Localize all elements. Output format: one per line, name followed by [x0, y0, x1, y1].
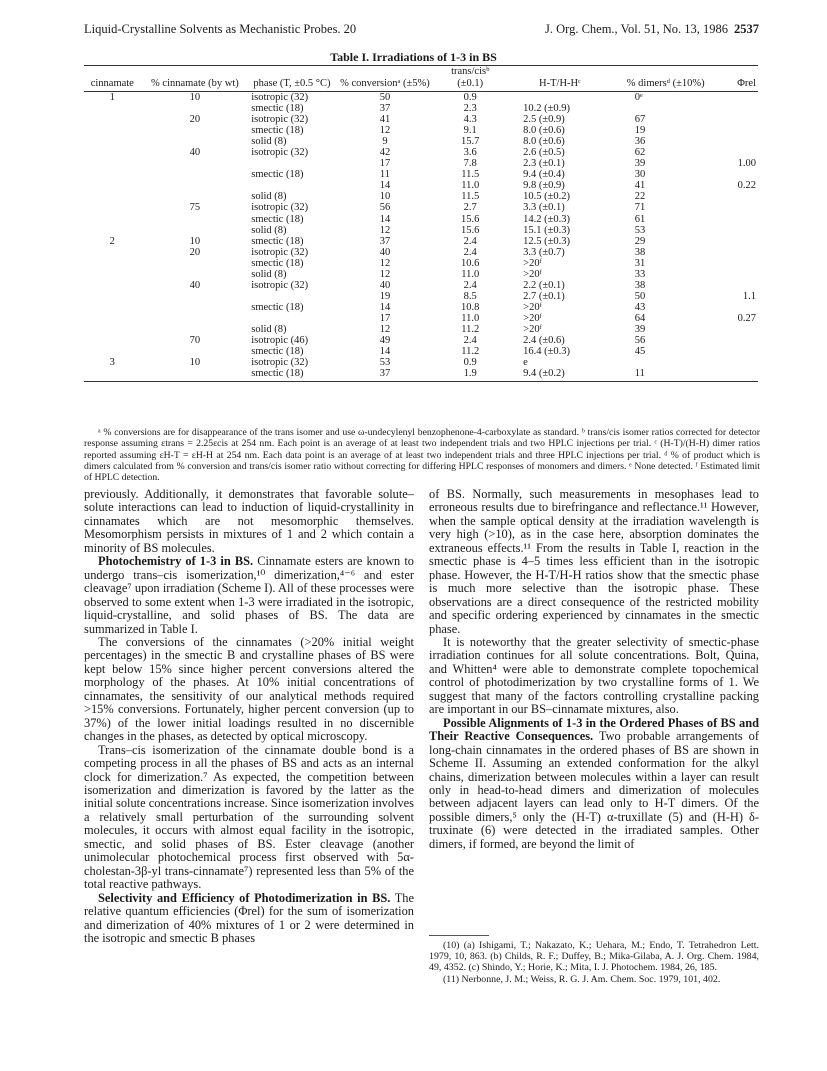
- table-cell: isotropic (32): [251, 114, 309, 126]
- table-cell: [717, 236, 758, 247]
- table-body: [84, 92, 758, 382]
- table-cell: 11.2: [461, 346, 480, 358]
- table-cell: 4.3: [463, 114, 477, 126]
- table-cell: [141, 191, 250, 202]
- table-cell: 39: [634, 158, 646, 170]
- table-cell: isotropic (32): [251, 147, 309, 159]
- right-paragraph: [429, 717, 759, 852]
- footnote-rule: [429, 935, 489, 936]
- table-cell: [84, 136, 141, 147]
- table-cell: 11.5: [461, 191, 480, 203]
- paragraph-text: The conversions of the cinnamates (>20% initial weight percentages) in the smectic B and crystalline phases of BS were kept below 15% since higher percent conversions altered the morphology of the phases. At 10% initial concentrations of cinnamates, the sensitivity of our analytical methods required >15% conversions. Fortunately, higher percent conversion (up to 37%) of the lower initial loadings resulted in no discernible changes in the phases, as detected by optical microscopy.: [84, 634, 414, 744]
- table-cell: [141, 258, 250, 269]
- table-cell: 40: [379, 279, 391, 291]
- table-cell: [84, 247, 141, 258]
- table-cell: [84, 269, 141, 280]
- table-cell: >20ᶠ: [523, 268, 542, 280]
- table-container: [84, 65, 758, 382]
- table-cell: 29: [634, 235, 646, 247]
- table-cell: [84, 147, 141, 158]
- table-cell: solid (8): [251, 191, 287, 203]
- table-cell: smectic (18): [251, 368, 304, 380]
- table-cell: [717, 280, 758, 291]
- table-cell: 67: [634, 114, 646, 126]
- table-cell: 50: [634, 290, 646, 302]
- table-cell: [141, 302, 250, 313]
- table-cell: 12: [379, 224, 391, 236]
- left-paragraph: [84, 744, 414, 892]
- table-cell: [141, 225, 250, 236]
- table-cell: 20: [189, 246, 201, 258]
- table-cell: 2.4 (±0.6): [523, 335, 565, 347]
- table-row: [84, 125, 758, 136]
- table-cell: 41: [379, 114, 391, 126]
- table-cell: 8.5: [463, 290, 477, 302]
- table-row: [84, 280, 758, 291]
- table-cell: >20ᶠ: [523, 323, 542, 335]
- table-cell: 38: [634, 246, 646, 258]
- left-column: [84, 488, 414, 945]
- table-cell: [717, 191, 758, 202]
- table-cell: 3.3 (±0.7): [523, 246, 565, 258]
- table-cell: [84, 158, 141, 169]
- table-cell: [84, 169, 141, 180]
- table-row: [84, 191, 758, 202]
- table-cell: 62: [634, 147, 646, 159]
- table-cell: 38: [634, 279, 646, 291]
- table-row: [84, 136, 758, 147]
- table-cell: 50: [379, 92, 391, 103]
- paragraph-text: Two probable arrangements of long-chain cinnamates in the ordered phases of BS are shown in Scheme II. Assuming an extended conformation for the alkyl chains, dimerization between molecules within a layer can result only in head-to-head dimers and dimerization of molecules between adjacent layers can lead only to H-T dimers. Of the possible dimers,⁵ only the (H-T) α-truxillate (5) and (H-H) δ-truxinate (6) were detected in the irradiated samples. Other dimers, if formed, are beyond the limit of: [429, 729, 759, 851]
- table-cell: [141, 103, 250, 114]
- table-cell: 12: [379, 323, 391, 335]
- table-row: [84, 180, 758, 191]
- table-title: Table I. Irradiations of 1-3 in BS: [330, 50, 497, 64]
- table-cell: 12.5 (±0.3): [523, 235, 571, 247]
- table-cell: smectic (18): [251, 103, 304, 115]
- table-row: [84, 368, 758, 382]
- table-row: [84, 92, 758, 104]
- paragraph-text: of BS. Normally, such measurements in mesophases lead to erroneous results due to birefringance and reflectance.¹¹ However, when the sample optical density at the irradiation wavelength is very high (>10), as in the case here, absorption dominates the extraneous effects.¹¹ From the results in Table I, reaction in the smectic phase is 4–5 times less efficient than in the isotropic phase. However, the H-T/H-H ratios show that the smectic phase is much more selective than the isotropic phase. These observations are a direct consequence of the restricted mobility and specific ordering experienced by cinnamates in the smectic phase.: [429, 487, 759, 636]
- table-cell: [717, 258, 758, 269]
- col-header: phase (T, ±0.5 °C): [253, 77, 331, 89]
- table-cell: 14: [379, 301, 391, 313]
- table-cell: 11: [634, 368, 645, 380]
- table-cell: 10: [189, 92, 201, 103]
- table-cell: [717, 147, 758, 158]
- table-cell: 1: [109, 92, 115, 103]
- table-cell: 2.4: [463, 335, 477, 347]
- table-cell: 2.4: [463, 235, 477, 247]
- table-cell: 1.1: [742, 290, 756, 302]
- table-cell: 2.7: [463, 202, 477, 214]
- table-cell: [84, 125, 141, 136]
- table-cell: 9.4 (±0.2): [523, 368, 565, 380]
- table-cell: 17: [379, 312, 391, 324]
- table-cell: 61: [634, 213, 646, 225]
- table-cell: 8.0 (±0.6): [523, 136, 565, 148]
- section-heading: Selectivity and Efficiency of Photodimerization in BS.: [98, 890, 391, 905]
- table-cell: [505, 92, 615, 104]
- table-row: [84, 214, 758, 225]
- table-cell: [84, 225, 141, 236]
- table-cell: [615, 357, 717, 368]
- table-cell: 0.9: [463, 357, 477, 369]
- table-cell: 19: [634, 125, 646, 137]
- table-cell: 1.00: [737, 158, 756, 170]
- table-cell: 11.0: [461, 312, 480, 324]
- table-cell: 3: [109, 357, 115, 369]
- table-cell: 40: [379, 246, 391, 258]
- col-header: % cinnamate (by wt): [151, 77, 239, 89]
- table-cell: [141, 136, 250, 147]
- table-cell: [717, 103, 758, 114]
- table-cell: 31: [634, 257, 646, 269]
- table-cell: 0.9: [463, 92, 477, 103]
- table-cell: 0.22: [737, 180, 756, 192]
- table-cell: [84, 335, 141, 346]
- table-row: [84, 302, 758, 313]
- table-cell: 71: [634, 202, 646, 214]
- table-cell: [717, 346, 758, 357]
- section-heading: Possible Alignments of 1-3 in the Ordered Phases of BS and Their Reactive Consequences.: [429, 715, 759, 744]
- table-cell: [615, 103, 717, 114]
- table-header-row: [84, 66, 758, 92]
- table-cell: smectic (18): [251, 169, 304, 181]
- references: [429, 940, 759, 985]
- table-row: [84, 103, 758, 114]
- table-cell: [84, 302, 141, 313]
- table-cell: [141, 169, 250, 180]
- right-paragraph: [429, 636, 759, 717]
- table-row: [84, 147, 758, 158]
- table-cell: 3.3 (±0.1): [523, 202, 565, 214]
- reference-11: (11) Nerbonne, J. M.; Weiss, R. G. J. Am. Chem. Soc. 1979, 101, 402.: [443, 973, 721, 985]
- table-cell: [84, 280, 141, 291]
- table-cell: 1.9: [463, 368, 477, 380]
- table-row: [84, 269, 758, 280]
- table-cell: [84, 180, 141, 191]
- table-cell: 11.0: [461, 180, 480, 192]
- table-row: [84, 202, 758, 213]
- table-cell: 20: [189, 114, 201, 126]
- table-cell: isotropic (32): [251, 279, 309, 291]
- table-cell: [84, 291, 141, 302]
- running-title: Liquid-Crystalline Solvents as Mechanistic Probes. 20: [84, 22, 357, 36]
- table-cell: [84, 202, 141, 213]
- journal-name: J. Org. Chem., Vol. 51, No. 13, 1986: [544, 22, 728, 36]
- table-cell: 2.4: [463, 279, 477, 291]
- table-cell: 49: [379, 335, 391, 347]
- running-header: [84, 22, 759, 38]
- table-cell: [717, 368, 758, 382]
- table-row: [84, 324, 758, 335]
- table-cell: 17: [379, 158, 391, 170]
- table-cell: [84, 313, 141, 324]
- table-cell: [717, 169, 758, 180]
- table-row: [84, 335, 758, 346]
- paragraph-text: It is noteworthy that the greater selectivity of smectic-phase irradiation continues for all solute concentrations. Bolt, Quina, and Whitten⁴ were able to demonstrate complete topochemical control of photodimerization by two crystalline forms of 1. We suggest that many of the factors controlling crystalline packing are important in our BS–cinnamate mixtures, also.: [429, 634, 759, 717]
- table-cell: [141, 158, 250, 169]
- table-cell: [717, 302, 758, 313]
- table-cell: [249, 313, 334, 324]
- table-footnote: ᵃ % conversions are for disappearance of the trans isomer and use ω-undecylenyl benzophenone-4-carboxylate as standard. ᵇ trans/cis isomer ratios corrected for detector response assuming εtrans = 2.25εcis at 254 nm. Each point is an average of at least two independent trials and two HPLC injections per trial. ᶜ (H-T)/(H-H) dimer ratios reported assuming εH-T = εH-H at 254 nm. Each data point is an average of at least two independent trials and three HPLC injections per trial. ᵈ % of product which is dimers calculated from % conversion and trans/cis isomer ratio without correcting for differing HPLC responses of monomers and dimers. ᵉ None detected. ᶠ Estimated limit of HPLC detection.: [84, 427, 760, 484]
- table-cell: 39: [634, 323, 646, 335]
- table-cell: 12: [379, 257, 391, 269]
- journal-citation: [545, 22, 759, 37]
- table-cell: 15.6: [461, 213, 480, 225]
- table-cell: [717, 125, 758, 136]
- col-header: cinnamate: [90, 77, 134, 89]
- table-cell: 11.5: [461, 169, 480, 181]
- table-cell: smectic (18): [251, 213, 304, 225]
- table-cell: [84, 191, 141, 202]
- table-cell: 41: [634, 180, 646, 192]
- table-cell: 10.6: [461, 257, 480, 269]
- table-cell: [717, 114, 758, 125]
- table-cell: [717, 269, 758, 280]
- table-cell: [717, 335, 758, 346]
- table-cell: [717, 92, 758, 104]
- table-cell: [84, 114, 141, 125]
- left-paragraph: [84, 488, 414, 555]
- table-cell: 40: [189, 279, 201, 291]
- table-cell: 7.8: [463, 158, 477, 170]
- table-cell: 43: [634, 301, 646, 313]
- table-cell: [84, 324, 141, 335]
- table-cell: 2.3: [463, 103, 477, 115]
- table-cell: 56: [379, 202, 391, 214]
- page-number: 2537: [734, 22, 759, 36]
- table-cell: 8.0 (±0.6): [523, 125, 565, 137]
- table-cell: 11.0: [461, 268, 480, 280]
- table-cell: [141, 313, 250, 324]
- table-cell: smectic (18): [251, 301, 304, 313]
- table-cell: [84, 103, 141, 114]
- table-row: [84, 346, 758, 357]
- table-cell: 2.6 (±0.5): [523, 147, 565, 159]
- table-cell: 53: [634, 224, 646, 236]
- table-cell: isotropic (32): [251, 202, 309, 214]
- table-cell: 42: [379, 147, 391, 159]
- table-cell: [717, 324, 758, 335]
- table-cell: [141, 125, 250, 136]
- table-cell: 11: [379, 169, 390, 181]
- table-cell: 2.4: [463, 246, 477, 258]
- table-cell: [141, 368, 250, 382]
- paragraph-text: The relative quantum efficiencies (Φrel) for the sum of isomerization and dimerization of 40% mixtures of 1 or 2 were determined in the isotropic and smectic B phases: [84, 890, 414, 945]
- data-table: [84, 65, 758, 382]
- table-cell: 10: [379, 191, 391, 203]
- table-cell: 11.2: [461, 323, 480, 335]
- table-cell: [249, 291, 334, 302]
- table-cell: >20ᶠ: [523, 312, 542, 324]
- table-cell: smectic (18): [251, 257, 304, 269]
- table-cell: 0.27: [737, 312, 756, 324]
- table-cell: 2.3 (±0.1): [523, 158, 565, 170]
- table-cell: [141, 269, 250, 280]
- left-paragraph: [84, 636, 414, 744]
- table-cell: solid (8): [251, 136, 287, 148]
- table-cell: 56: [634, 335, 646, 347]
- col-header: Φrel: [737, 77, 756, 89]
- table-cell: 2.2 (±0.1): [523, 279, 565, 291]
- table-cell: 30: [634, 169, 646, 181]
- table-cell: 37: [379, 235, 391, 247]
- right-column: [429, 488, 759, 851]
- table-row: [84, 225, 758, 236]
- table-cell: 9.4 (±0.4): [523, 169, 565, 181]
- table-row: [84, 357, 758, 368]
- right-paragraph: [429, 488, 759, 636]
- table-cell: e: [523, 357, 528, 369]
- table-cell: 3.6: [463, 147, 477, 159]
- table-cell: 10.5 (±0.2): [523, 191, 571, 203]
- table-cell: 70: [189, 335, 201, 347]
- section-heading: Photochemistry of 1-3 in BS.: [98, 554, 254, 569]
- table-cell: 12: [379, 125, 391, 137]
- table-cell: [717, 214, 758, 225]
- table-cell: 2.7 (±0.1): [523, 290, 565, 302]
- table-cell: [141, 291, 250, 302]
- table-cell: 2: [109, 235, 115, 247]
- table-cell: 14.2 (±0.3): [523, 213, 571, 225]
- table-cell: solid (8): [251, 224, 287, 236]
- table-cell: [249, 180, 334, 191]
- col-header: trans/cisᵇ (±0.1): [451, 66, 490, 89]
- table-cell: 75: [189, 202, 201, 214]
- table-cell: [84, 346, 141, 357]
- reference-10: (10) (a) Ishigami, T.; Nakazato, K.; Uehara, M.; Endo, T. Tetrahedron Lett. 1979, 10, 863. (b) Childs, R. F.; Duffey, B.; Mika-Gilaba, A. J. Org. Chem. 1984, 49, 4352. (c) Shindo, Y.; Horie, K.; Mita, I. J. Photochem. 1984, 26, 185.: [429, 940, 759, 974]
- table-cell: 53: [379, 357, 391, 369]
- table-cell: 12: [379, 268, 391, 280]
- table-cell: [717, 225, 758, 236]
- table-cell: [717, 202, 758, 213]
- table-cell: 10.2 (±0.9): [523, 103, 571, 115]
- table-row: [84, 236, 758, 247]
- table-cell: 36: [634, 136, 646, 148]
- left-paragraph: [84, 892, 414, 946]
- table-cell: 14: [379, 213, 391, 225]
- table-cell: >20ᶠ: [523, 301, 542, 313]
- table-row: [84, 291, 758, 302]
- table-cell: 10: [189, 357, 201, 369]
- table-cell: 37: [379, 103, 391, 115]
- table-cell: smectic (18): [251, 235, 304, 247]
- table-cell: >20ᶠ: [523, 257, 542, 269]
- table-cell: 10.8: [461, 301, 480, 313]
- table-cell: 14: [379, 346, 391, 358]
- table-cell: isotropic (32): [251, 357, 309, 369]
- table-cell: smectic (18): [251, 125, 304, 137]
- table-cell: 9: [382, 136, 388, 148]
- table-cell: 9.8 (±0.9): [523, 180, 565, 192]
- table-cell: 40: [189, 147, 201, 159]
- table-row: [84, 313, 758, 324]
- table-cell: 15.6: [461, 224, 480, 236]
- table-cell: 37: [379, 368, 391, 380]
- table-cell: [249, 158, 334, 169]
- table-cell: 64: [634, 312, 646, 324]
- table-cell: [141, 346, 250, 357]
- table-cell: 15.1 (±0.3): [523, 224, 571, 236]
- table-row: [84, 258, 758, 269]
- paragraph-text: previously. Additionally, it demonstrates that favorable solute–solute interactions can lead to induction of liquid-crystallinity in cinnamates which are not mesomorphic themselves. Mesomorphism persists in mixtures of 1 and 2 which contain a minority of BS molecules.: [84, 487, 414, 555]
- table-cell: [141, 180, 250, 191]
- table-cell: solid (8): [251, 323, 287, 335]
- table-cell: 19: [379, 290, 391, 302]
- table-cell: 10: [189, 235, 201, 247]
- table-cell: [717, 357, 758, 368]
- table-cell: isotropic (32): [251, 246, 309, 258]
- table-cell: 45: [634, 346, 646, 358]
- paragraph-text: Trans–cis isomerization of the cinnamate double bond is a competing process in all the phases of BS and acts as an internal clock for dimerization.⁷ As expected, the competition between isomerization and dimerization is favored by the latter as the initial solute concentrations increase. Since isomerization involves a relatively small perturbation of the surrounding solvent molecules, it occurs with almost equal facility in the isotropic, smectic, and solid phases of BS. Ester cleavage (another unimolecular photochemical process first observed with 5α-cholestan-3β-yl trans-cinnamate⁷) represented less than 5% of the total reactive pathways.: [84, 742, 414, 892]
- table-cell: isotropic (32): [251, 92, 309, 103]
- table-cell: [141, 324, 250, 335]
- table-cell: 15.7: [461, 136, 480, 148]
- table-cell: smectic (18): [251, 346, 304, 358]
- table-row: [84, 247, 758, 258]
- table-cell: 2.5 (±0.9): [523, 114, 565, 126]
- table-cell: 16.4 (±0.3): [523, 346, 571, 358]
- table-cell: 33: [634, 268, 646, 280]
- table-cell: [84, 258, 141, 269]
- left-paragraph: [84, 555, 414, 636]
- table-cell: isotropic (46): [251, 335, 309, 347]
- col-header: % dimersᵈ (±10%): [626, 77, 705, 89]
- table-cell: [84, 368, 141, 382]
- table-cell: 14: [379, 180, 391, 192]
- table-cell: [717, 247, 758, 258]
- col-header: H-T/H-Hᶜ: [539, 77, 581, 89]
- col-header: % conversionᵃ (±5%): [340, 77, 430, 89]
- table-cell: 22: [634, 191, 646, 203]
- paragraph-text: Cinnamate esters are known to undergo trans–cis isomerization,¹⁰ dimerization,⁴⁻⁶ and ester cleavage⁷ upon irradiation (Scheme I). All of these processes were observed to some extent when 1-3 were irradiated in the isotropic, liquid-crystalline, and solid phases of BS. The data are summarized in Table I.: [84, 554, 414, 636]
- table-row: [84, 169, 758, 180]
- table-cell: solid (8): [251, 268, 287, 280]
- table-cell: [141, 214, 250, 225]
- table-cell: [717, 136, 758, 147]
- table-footnotes: [84, 427, 760, 483]
- table-row: [84, 158, 758, 169]
- table-cell: 0ᵉ: [634, 92, 643, 103]
- table-row: [84, 114, 758, 125]
- table-cell: 9.1: [463, 125, 477, 137]
- table-cell: [84, 214, 141, 225]
